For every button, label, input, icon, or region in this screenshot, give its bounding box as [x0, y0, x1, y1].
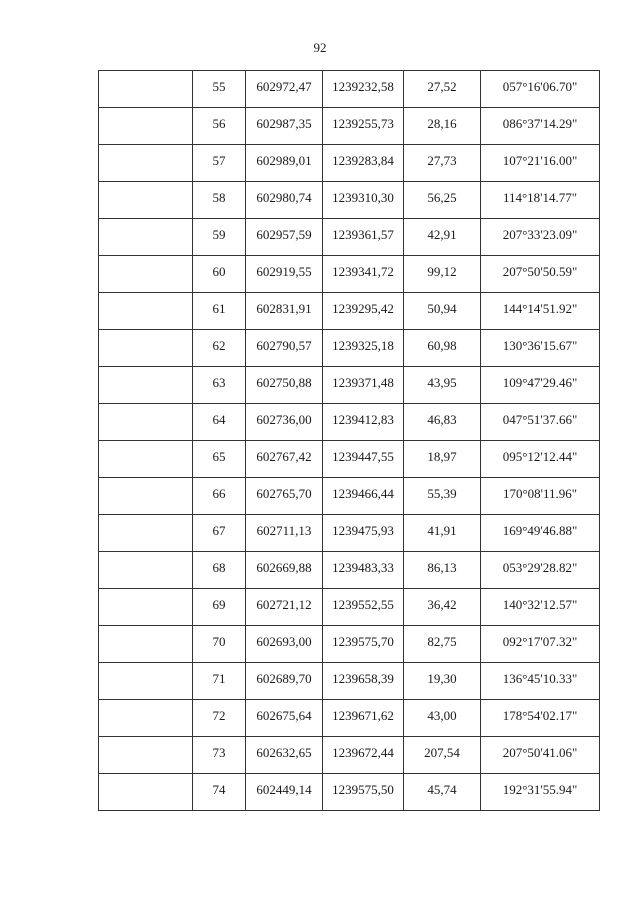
distance-cell-text: 46,83 [427, 412, 457, 427]
distance-cell-text: 18,97 [427, 449, 457, 464]
x-coordinate-cell-text: 602750,88 [256, 375, 312, 390]
point-number-cell [193, 293, 246, 330]
point-number-cell [193, 700, 246, 737]
table-row [99, 626, 600, 663]
table-row [99, 293, 600, 330]
coordinates-table [98, 70, 600, 811]
distance-cell-text: 207,54 [424, 745, 460, 760]
direction-angle-cell-text: 107°21'16.00" [502, 153, 578, 168]
distance-cell-text: 45,74 [427, 782, 457, 797]
direction-angle-cell-text: 192°31'55.94" [502, 782, 578, 797]
blank-cell [99, 515, 193, 552]
point-number-cell-text: 56 [212, 116, 226, 131]
table-row [99, 71, 600, 108]
y-coordinate-cell [323, 737, 404, 774]
point-number-cell-text: 73 [212, 745, 226, 760]
table-row [99, 330, 600, 367]
distance-cell-text: 42,91 [427, 227, 457, 242]
y-coordinate-cell [323, 700, 404, 737]
distance-cell [404, 774, 481, 811]
x-coordinate-cell [246, 108, 323, 145]
distance-cell-text: 36,42 [427, 597, 457, 612]
y-coordinate-cell-text: 1239658,39 [332, 671, 394, 686]
table-row [99, 737, 600, 774]
distance-cell [404, 663, 481, 700]
blank-cell [99, 219, 193, 256]
table-row [99, 182, 600, 219]
point-number-cell-text: 69 [212, 597, 226, 612]
distance-cell [404, 182, 481, 219]
x-coordinate-cell-text: 602669,88 [256, 560, 312, 575]
direction-angle-cell-text: 140°32'12.57" [502, 597, 578, 612]
point-number-cell [193, 145, 246, 182]
point-number-cell [193, 737, 246, 774]
distance-cell-text: 86,13 [427, 560, 457, 575]
x-coordinate-cell [246, 145, 323, 182]
point-number-cell [193, 330, 246, 367]
point-number-cell-text: 66 [212, 486, 226, 501]
direction-angle-cell [481, 626, 600, 663]
table-row [99, 589, 600, 626]
x-coordinate-cell [246, 589, 323, 626]
y-coordinate-cell [323, 367, 404, 404]
point-number-cell [193, 515, 246, 552]
distance-cell-text: 99,12 [427, 264, 457, 279]
blank-cell [99, 330, 193, 367]
y-coordinate-cell-text: 1239295,42 [332, 301, 394, 316]
blank-cell [99, 182, 193, 219]
y-coordinate-cell-text: 1239475,93 [332, 523, 394, 538]
distance-cell-text: 28,16 [427, 116, 457, 131]
y-coordinate-cell-text: 1239255,73 [332, 116, 394, 131]
distance-cell [404, 145, 481, 182]
y-coordinate-cell-text: 1239466,44 [332, 486, 394, 501]
y-coordinate-cell [323, 330, 404, 367]
x-coordinate-cell [246, 626, 323, 663]
direction-angle-cell [481, 552, 600, 589]
table-body [99, 71, 600, 811]
blank-cell [99, 700, 193, 737]
point-number-cell [193, 589, 246, 626]
direction-angle-cell [481, 404, 600, 441]
x-coordinate-cell [246, 182, 323, 219]
direction-angle-cell [481, 589, 600, 626]
y-coordinate-cell-text: 1239447,55 [332, 449, 394, 464]
distance-cell [404, 367, 481, 404]
distance-cell-text: 43,95 [427, 375, 457, 390]
direction-angle-cell [481, 71, 600, 108]
direction-angle-cell [481, 663, 600, 700]
table-row [99, 478, 600, 515]
distance-cell [404, 219, 481, 256]
direction-angle-cell [481, 774, 600, 811]
point-number-cell-text: 60 [212, 264, 226, 279]
point-number-cell-text: 74 [212, 782, 226, 797]
direction-angle-cell-text: 114°18'14.77" [502, 190, 578, 205]
y-coordinate-cell [323, 478, 404, 515]
y-coordinate-cell [323, 441, 404, 478]
x-coordinate-cell [246, 515, 323, 552]
direction-angle-cell [481, 256, 600, 293]
distance-cell [404, 478, 481, 515]
direction-angle-cell-text: 207°33'23.09" [502, 227, 578, 242]
x-coordinate-cell-text: 602693,00 [256, 634, 312, 649]
blank-cell [99, 478, 193, 515]
direction-angle-cell [481, 330, 600, 367]
point-number-cell-text: 64 [212, 412, 226, 427]
x-coordinate-cell-text: 602632,65 [256, 745, 312, 760]
point-number-cell-text: 59 [212, 227, 226, 242]
x-coordinate-cell-text: 602989,01 [256, 153, 312, 168]
point-number-cell [193, 256, 246, 293]
y-coordinate-cell-text: 1239483,33 [332, 560, 394, 575]
y-coordinate-cell-text: 1239283,84 [332, 153, 394, 168]
x-coordinate-cell-text: 602765,70 [256, 486, 312, 501]
y-coordinate-cell-text: 1239671,62 [332, 708, 394, 723]
point-number-cell-text: 72 [212, 708, 226, 723]
point-number-cell-text: 61 [212, 301, 226, 316]
table-row [99, 219, 600, 256]
y-coordinate-cell [323, 589, 404, 626]
blank-cell [99, 552, 193, 589]
distance-cell [404, 589, 481, 626]
x-coordinate-cell [246, 441, 323, 478]
x-coordinate-cell [246, 552, 323, 589]
direction-angle-cell [481, 700, 600, 737]
distance-cell-text: 60,98 [427, 338, 457, 353]
table-row [99, 663, 600, 700]
y-coordinate-cell [323, 71, 404, 108]
blank-cell [99, 145, 193, 182]
distance-cell-text: 19,30 [427, 671, 457, 686]
point-number-cell [193, 71, 246, 108]
page-number: 92 [313, 40, 327, 55]
blank-cell [99, 589, 193, 626]
x-coordinate-cell-text: 602831,91 [256, 301, 312, 316]
blank-cell [99, 293, 193, 330]
distance-cell-text: 82,75 [427, 634, 457, 649]
blank-cell [99, 441, 193, 478]
x-coordinate-cell-text: 602711,13 [256, 523, 312, 538]
y-coordinate-cell-text: 1239371,48 [332, 375, 394, 390]
point-number-cell-text: 70 [212, 634, 226, 649]
direction-angle-cell-text: 057°16'06.70" [502, 79, 578, 94]
point-number-cell [193, 182, 246, 219]
y-coordinate-cell [323, 145, 404, 182]
point-number-cell-text: 58 [212, 190, 226, 205]
y-coordinate-cell [323, 293, 404, 330]
distance-cell-text: 56,25 [427, 190, 457, 205]
y-coordinate-cell [323, 552, 404, 589]
distance-cell [404, 626, 481, 663]
distance-cell-text: 43,00 [427, 708, 457, 723]
y-coordinate-cell-text: 1239672,44 [332, 745, 394, 760]
x-coordinate-cell [246, 700, 323, 737]
x-coordinate-cell [246, 293, 323, 330]
blank-cell [99, 108, 193, 145]
y-coordinate-cell-text: 1239575,70 [332, 634, 394, 649]
point-number-cell-text: 55 [212, 79, 226, 94]
x-coordinate-cell-text: 602767,42 [256, 449, 312, 464]
y-coordinate-cell [323, 404, 404, 441]
table-row [99, 700, 600, 737]
distance-cell [404, 404, 481, 441]
table-row [99, 145, 600, 182]
distance-cell-text: 55,39 [427, 486, 457, 501]
x-coordinate-cell [246, 737, 323, 774]
point-number-cell-text: 71 [212, 671, 226, 686]
x-coordinate-cell [246, 404, 323, 441]
blank-cell [99, 256, 193, 293]
direction-angle-cell [481, 515, 600, 552]
distance-cell [404, 737, 481, 774]
y-coordinate-cell-text: 1239552,55 [332, 597, 394, 612]
direction-angle-cell [481, 478, 600, 515]
x-coordinate-cell [246, 71, 323, 108]
x-coordinate-cell [246, 256, 323, 293]
x-coordinate-cell-text: 602790,57 [256, 338, 312, 353]
y-coordinate-cell [323, 515, 404, 552]
y-coordinate-cell-text: 1239361,57 [332, 227, 394, 242]
direction-angle-cell-text: 207°50'50.59" [502, 264, 578, 279]
direction-angle-cell [481, 441, 600, 478]
distance-cell [404, 515, 481, 552]
x-coordinate-cell [246, 478, 323, 515]
point-number-cell-text: 65 [212, 449, 226, 464]
blank-cell [99, 367, 193, 404]
y-coordinate-cell-text: 1239412,83 [332, 412, 394, 427]
x-coordinate-cell [246, 774, 323, 811]
point-number-cell [193, 367, 246, 404]
table-row [99, 256, 600, 293]
x-coordinate-cell-text: 602957,59 [256, 227, 312, 242]
direction-angle-cell-text: 109°47'29.46" [502, 375, 578, 390]
table-row [99, 404, 600, 441]
point-number-cell-text: 68 [212, 560, 226, 575]
point-number-cell-text: 63 [212, 375, 226, 390]
blank-cell [99, 404, 193, 441]
direction-angle-cell [481, 108, 600, 145]
table-row [99, 515, 600, 552]
direction-angle-cell-text: 178°54'02.17" [502, 708, 578, 723]
point-number-cell [193, 441, 246, 478]
point-number-cell [193, 478, 246, 515]
direction-angle-cell-text: 207°50'41.06" [502, 745, 578, 760]
y-coordinate-cell [323, 219, 404, 256]
y-coordinate-cell [323, 626, 404, 663]
point-number-cell [193, 552, 246, 589]
point-number-cell-text: 67 [212, 523, 226, 538]
point-number-cell [193, 774, 246, 811]
distance-cell [404, 700, 481, 737]
x-coordinate-cell-text: 602987,35 [256, 116, 312, 131]
x-coordinate-cell-text: 602675,64 [256, 708, 312, 723]
y-coordinate-cell [323, 256, 404, 293]
direction-angle-cell-text: 136°45'10.33" [502, 671, 578, 686]
x-coordinate-cell-text: 602689,70 [256, 671, 312, 686]
y-coordinate-cell [323, 774, 404, 811]
point-number-cell-text: 57 [212, 153, 226, 168]
table-row [99, 774, 600, 811]
distance-cell [404, 441, 481, 478]
blank-cell [99, 774, 193, 811]
point-number-cell [193, 404, 246, 441]
direction-angle-cell-text: 092°17'07.32" [502, 634, 578, 649]
table-row [99, 441, 600, 478]
distance-cell [404, 71, 481, 108]
blank-cell [99, 626, 193, 663]
direction-angle-cell [481, 293, 600, 330]
direction-angle-cell-text: 170°08'11.96" [502, 486, 578, 501]
distance-cell-text: 50,94 [427, 301, 457, 316]
direction-angle-cell-text: 144°14'51.92" [502, 301, 578, 316]
x-coordinate-cell-text: 602721,12 [256, 597, 312, 612]
direction-angle-cell-text: 095°12'12.44" [502, 449, 578, 464]
x-coordinate-cell-text: 602736,00 [256, 412, 312, 427]
x-coordinate-cell-text: 602919,55 [256, 264, 312, 279]
distance-cell [404, 108, 481, 145]
point-number-cell-text: 62 [212, 338, 226, 353]
x-coordinate-cell [246, 219, 323, 256]
y-coordinate-cell-text: 1239325,18 [332, 338, 394, 353]
direction-angle-cell-text: 047°51'37.66" [502, 412, 578, 427]
y-coordinate-cell-text: 1239310,30 [332, 190, 394, 205]
distance-cell [404, 552, 481, 589]
direction-angle-cell [481, 737, 600, 774]
y-coordinate-cell-text: 1239341,72 [332, 264, 394, 279]
table-row [99, 108, 600, 145]
blank-cell [99, 737, 193, 774]
distance-cell-text: 27,52 [427, 79, 457, 94]
point-number-cell [193, 626, 246, 663]
direction-angle-cell-text: 169°49'46.88" [502, 523, 578, 538]
x-coordinate-cell-text: 602449,14 [256, 782, 312, 797]
point-number-cell [193, 108, 246, 145]
direction-angle-cell-text: 086°37'14.29" [502, 116, 578, 131]
x-coordinate-cell [246, 367, 323, 404]
direction-angle-cell [481, 182, 600, 219]
direction-angle-cell-text: 130°36'15.67" [502, 338, 578, 353]
table-row [99, 367, 600, 404]
x-coordinate-cell-text: 602972,47 [256, 79, 312, 94]
distance-cell [404, 293, 481, 330]
y-coordinate-cell [323, 663, 404, 700]
x-coordinate-cell [246, 330, 323, 367]
direction-angle-cell [481, 219, 600, 256]
distance-cell-text: 41,91 [427, 523, 457, 538]
distance-cell [404, 330, 481, 367]
distance-cell-text: 27,73 [427, 153, 457, 168]
y-coordinate-cell-text: 1239575,50 [332, 782, 394, 797]
blank-cell [99, 663, 193, 700]
point-number-cell [193, 663, 246, 700]
y-coordinate-cell [323, 182, 404, 219]
direction-angle-cell [481, 145, 600, 182]
x-coordinate-cell [246, 663, 323, 700]
blank-cell [99, 71, 193, 108]
x-coordinate-cell-text: 602980,74 [256, 190, 312, 205]
point-number-cell [193, 219, 246, 256]
distance-cell [404, 256, 481, 293]
table-row [99, 552, 600, 589]
direction-angle-cell [481, 367, 600, 404]
direction-angle-cell-text: 053°29'28.82" [502, 560, 578, 575]
y-coordinate-cell-text: 1239232,58 [332, 79, 394, 94]
y-coordinate-cell [323, 108, 404, 145]
